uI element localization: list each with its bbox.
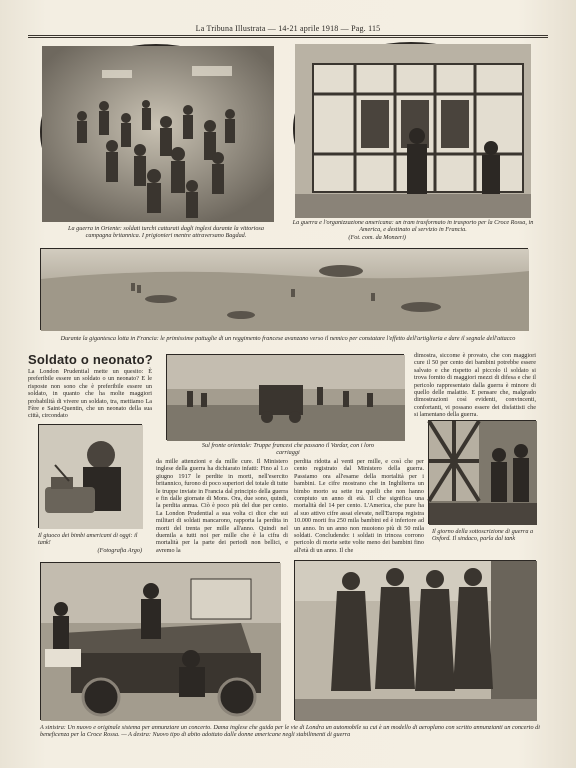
article-col2: da mille attenzioni e da mille cure. Il Ministero inglese della guerra ha dichiarato infatti: Fino al 1.o giugno 1917 le perdite in morti, nell'esercito britannico, furono di poco superiori del totale di tutte le truppe inviate in Francia dal principio della guerra e fin dalle giornate di Mons. Ora, due sono, quindi, la perdita annua. Ciò è poco più del due per cento. La London Prudential a sua volta ci dice che sui militari di soldati mancarono, rapporta la perdita in morti del trenta per mille all'anno. Quindi nel duemila a tutti noi per mille che è la cifra di mortalità per la parte dei periodi non bellici, e avremo la: [156, 458, 288, 554]
header-rule-lower: [28, 37, 548, 38]
article-col4: dimostra, siccome è provato, che con maggiori cure il 50 per cento dei bambini potrebbe essere salvato e che rispetto al piccolo il soldato si trova fornito di maggiori mezzi di difesa e che il pericolo rappresentato dalla guerra è minore di quello delle malattie. E pensare che, malgrado dimostrazioni così evidenti, convincenti, confortanti, vi possano essere dei disfattisti che si lamentano della guerra.: [414, 352, 536, 419]
caption-oxford-tank: Il giorno della sottoscrizione di guerra a Oxford. Il sindaco, parla dal tank: [432, 528, 534, 543]
caption-top-left: La guerra in Oriente: soldati turchi catturati dagli inglesi durante la vittoriosa campagna britannica. I prigionieri mentre attraversano Bagdad.: [68, 225, 264, 240]
photo-redcross-tram: [293, 42, 529, 216]
photo-women-workwear: [294, 560, 536, 720]
page-header: La Tribuna Illustrata — 14-21 aprile 1918 — Pag. 115: [195, 24, 381, 33]
caption-child-tank: Il giuoco dei bimbi americani di oggi: il tank!: [38, 532, 138, 547]
caption-vardar: Sul fronte orientale: Truppe francesi che passano il Vardar, con i loro carriaggi: [201, 442, 375, 457]
credit-child-tank: (Fotografia Argo): [97, 547, 142, 554]
caption-bottom: A sinistra: Un nuovo e originale sistema per annunziare un concerto. Dama inglese che guida per le vie di Londra un automobile su cui è un modello di aeroplano con scritto annunzianti un concerto di beneficenza per la Croce Rossa. — A destra: Nuovo tipo di abito adottato dalle donne americane negli stabilimenti di guerra: [40, 724, 540, 739]
photo-oxford-tank: [428, 420, 536, 524]
photo-prisoners-baghdad: [40, 44, 272, 220]
caption-top-right: La guerra e l'organizzazione americana: un tram trasformato in trasporto per la Croce Rossa, in America, e destinato al servizio in Francia.: [292, 219, 534, 234]
photo-vardar-crossing: [166, 354, 404, 440]
article-col1: La London Prudential mette un quesito: È preferibile essere un soldato o un neonato? E le risposte non sono che è preferibile essere un soldato, in quanto che ha molte maggiori probabilità di vivere un soldato, tra, mettiamo La Fère e Saint-Quentin, che un neonato della sua città, circondato: [28, 368, 152, 420]
credit-top-right: (Fot. com. da Monzeri): [348, 234, 406, 241]
photo-concert-car: [40, 562, 280, 720]
article-title: Soldato o neonato?: [28, 352, 153, 367]
caption-panorama: Durante la gigantesca lotta in Francia: le primissime pattuglie di un reggimento francese avanzano verso il nemico per constatare l'effetto dell'artiglieria e dare il segnale dell'attacco: [60, 335, 516, 342]
header-rule: [28, 35, 548, 36]
photo-battlefield-panorama: [40, 248, 528, 330]
article-col3: perdita ridotta al venti per mille, e così che per cento registrato dal Ministero della guerra. Passiamo ora all'esame della mortalità per i bambini. Le cifre mostrano che in Inghilterra un bimbo morto su sette tra quelli che non hanno compiuto un anno di età. Il che significa una mortalità del 14 per cento. L'America, che pure ha al suo attivo cifre assai elevate, nell'Europa registra 10.000 morti fra 250 mila bambini ed è inferiore ad un anno. In un anno non muoiono più di 50 mila soldati. Concludendo: i soldati in trincea corrono pericolo di morte sette volte meno dei bambini fino all'età di un anno. Il che: [294, 458, 424, 554]
photo-child-toy-tank: [38, 424, 142, 528]
